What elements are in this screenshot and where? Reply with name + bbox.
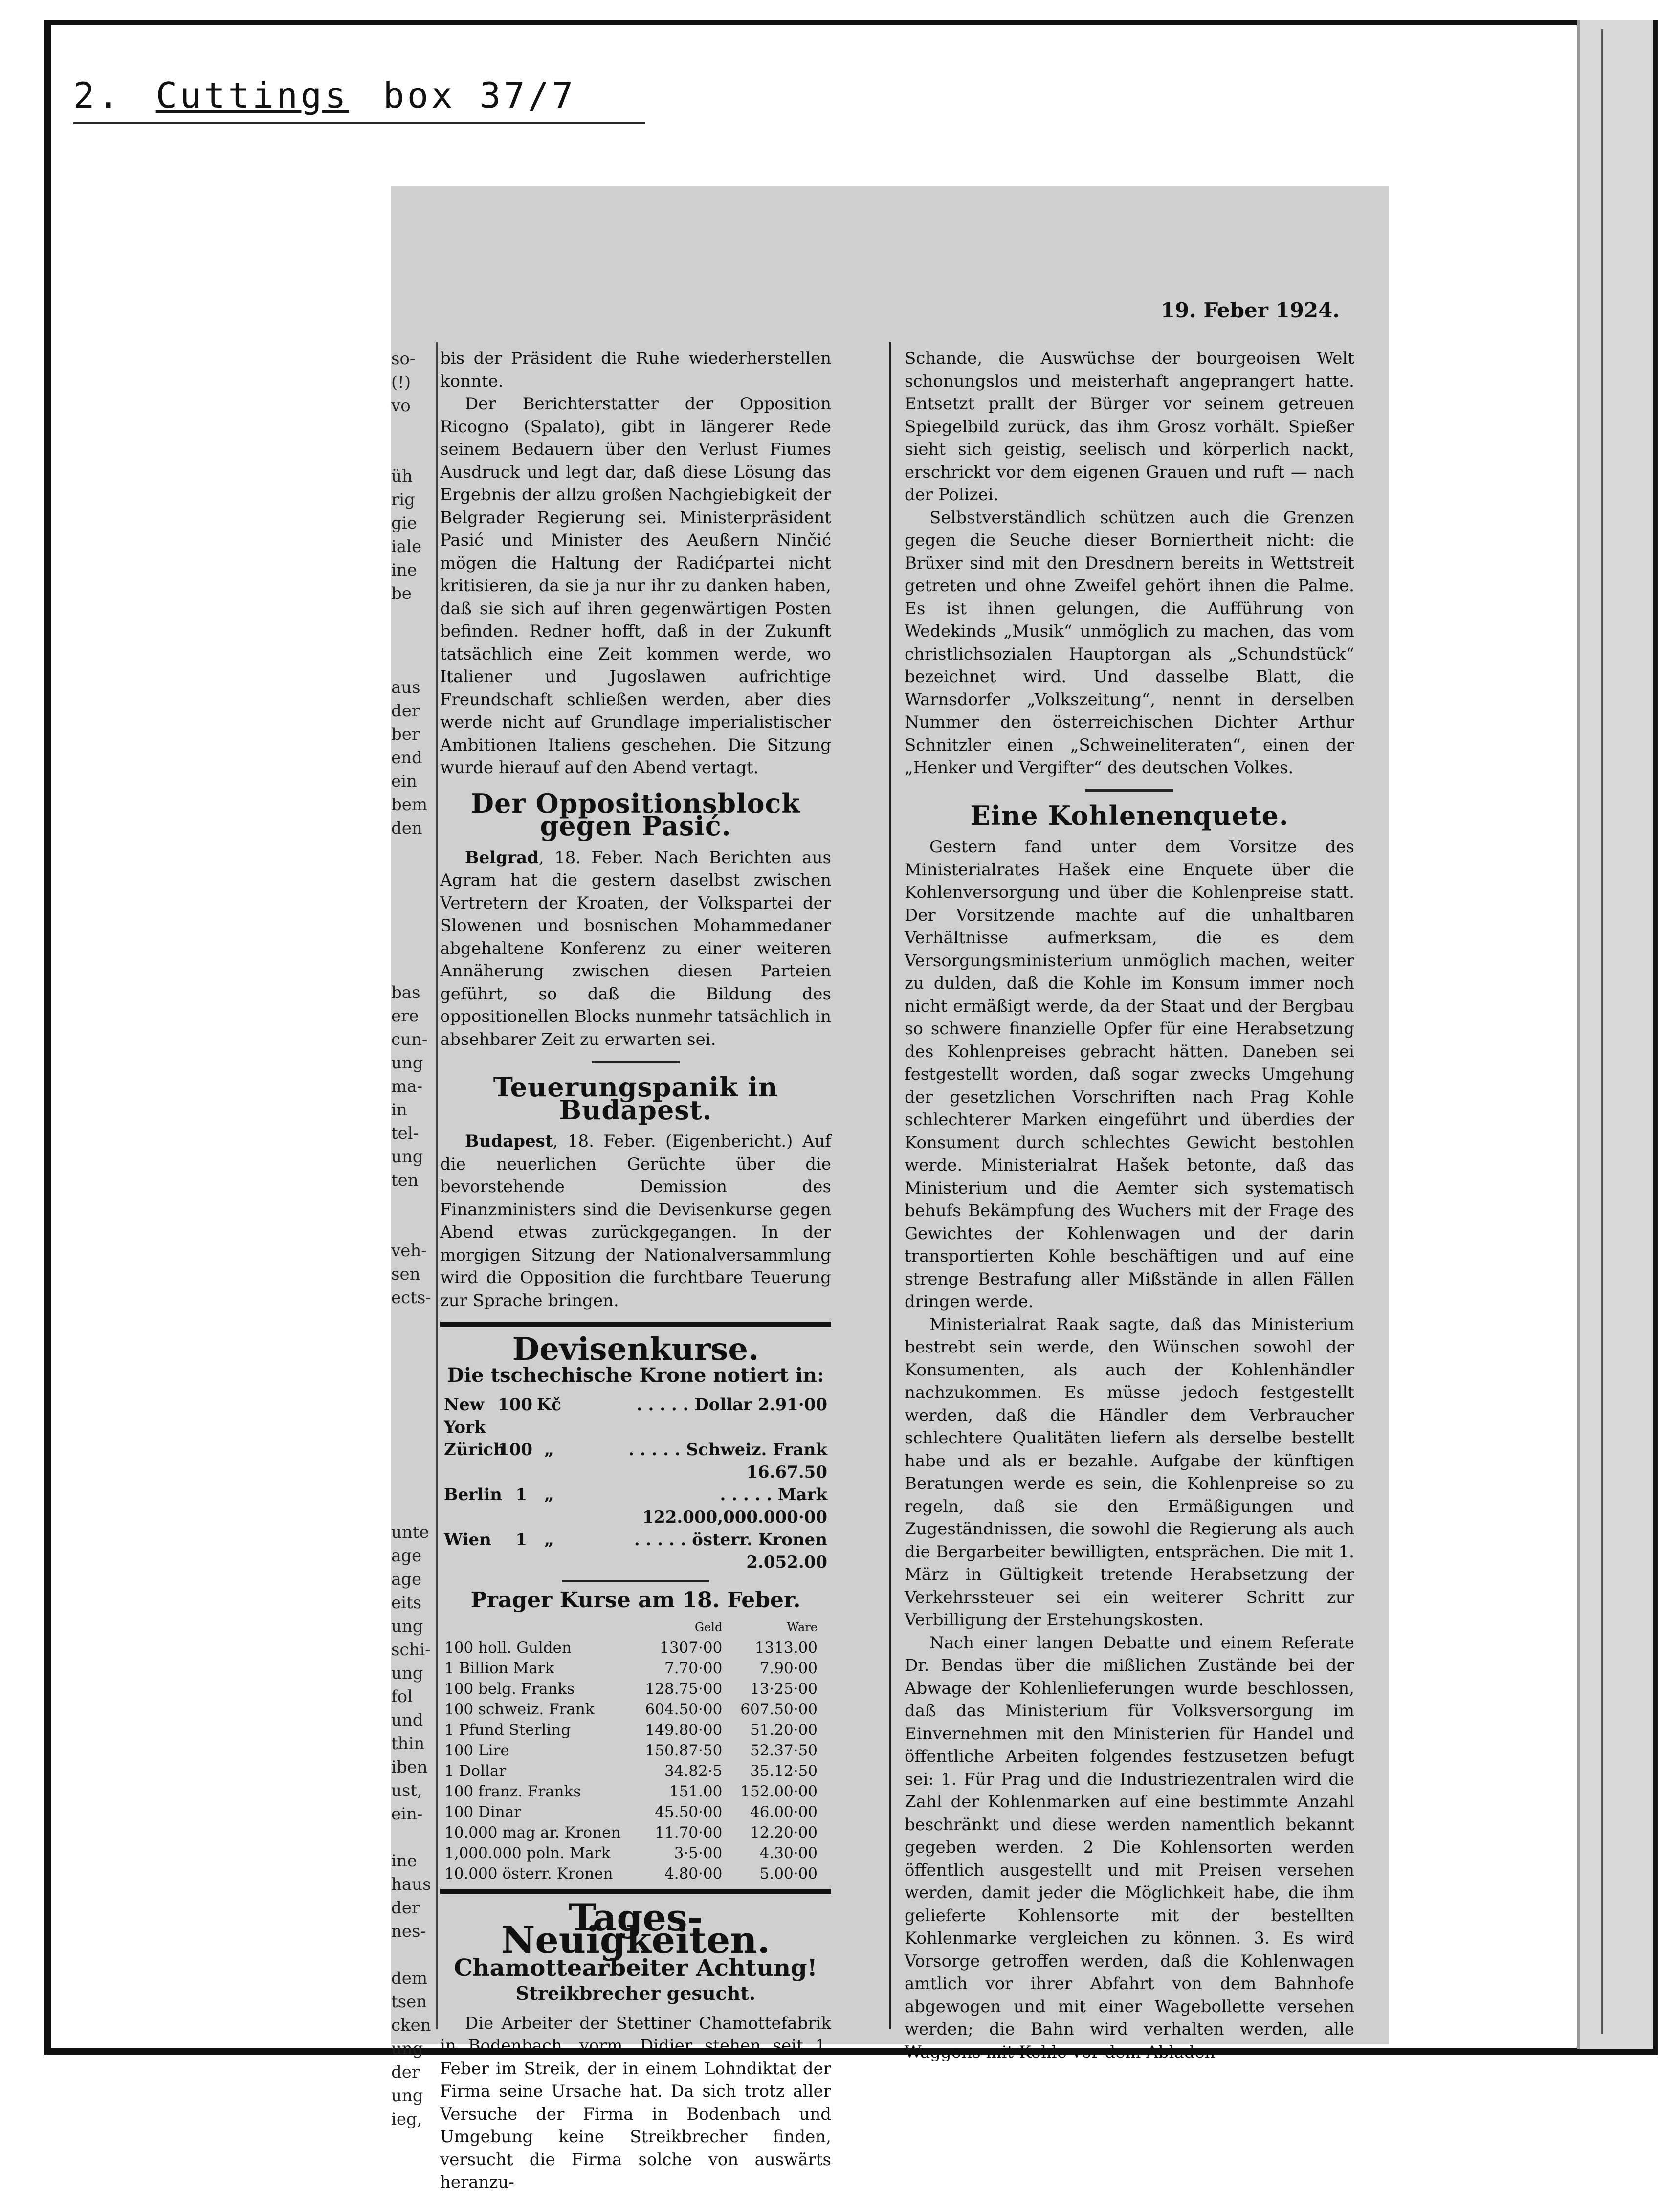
article-text: Nach einer langen Debatte und einem Referate Dr. Bendas über die mißlichen Zustände bei der Abwage der Kohlenlieferungen wurde beschlossen, daß das Ministerium für Volksversorgung im Einvernehmen mit den Ministerien für Handel und öffentliche Arbeiten folgendes festzusetzen befugt sei: 1. Für Prag und die Industriezentralen wird die Zahl der Kohlenmarken auf eine bestimmte Anzahl beschränkt und diese werden namentlich bekannt gegeben werden. 2 Die Kohlensorten werden öffentlich ausgestellt und mit Preisen versehen werden, damit jeder die Möglichkeit habe, die ihm gelieferte Kohlensorte mit der bestellten Kohlenmarke vergleichen zu können. 3. Es wird Vorsorge getroffen werden, daß die Kohlenwagen amtlich vor ihrer Abfahrt von dem Bahnhofe abgewogen und mit einer Wagebollette versehen werden; die Bahn wird verhalten werden, alle Waggons mit Kohle vor dem Abladen <box>905 1633 1354 2062</box>
strip-fragment: thin <box>391 1734 425 1753</box>
prager-name: 1 Billion Mark <box>444 1659 554 1677</box>
devisen-row <box>444 1484 827 1529</box>
strip-fragment <box>391 1356 435 1380</box>
strip-fragment: so- <box>391 349 416 369</box>
devisen-currency: österr. Kronen <box>692 1530 827 1550</box>
strip-fragment <box>391 1333 435 1356</box>
prager-geld: 150.87·50 <box>645 1741 723 1759</box>
article-subheadline: Streikbrecher gesucht. <box>515 1982 756 2004</box>
strip-fragment: vo <box>391 396 411 416</box>
strip-fragment <box>391 652 435 676</box>
dateline-place: Belgrad <box>465 847 539 867</box>
prager-ware: 7.90·00 <box>759 1659 818 1677</box>
devisen-amount-value: 2.052.00 <box>746 1552 827 1572</box>
article-text: Gestern fand unter dem Vorsitze des Ministerialrates Hašek eine Enquete über die Kohlenversorgung und über die Kohlenpreise statt. Der Vorsitzende machte auf die unhaltbaren Verhältnisse aufmerksam, die es dem Versorgungsministerium unmöglich machen, weiter zu dulden, daß die Kohle im Konsum immer noch nicht ermäßigt werde, da der Staat und der Bergbau so schwere finanzielle Opfer für eine Herabsetzung des Kohlenpreises gebracht hätten. Daneben sei festgestellt worden, daß sogar zwecks Umgehung der gesetzlichen Vorschriften nach Prag Kohle schlechterer Marken eingeführt und überdies der Konsument durch schlechtes Gewicht bestohlen werde. Ministerialrat Hašek betonte, daß das Ministerium und die Aemter sich systematisch behufs Bekämpfung des Wuchers mit der Frage des Gewichtes der Kohlenwagen und der darin transportierten Kohle beschäftigen und auf eine strenge Bestrafung aller Mißstände in allen Fällen dringen werde. <box>905 837 1354 1311</box>
article-text <box>440 1130 831 1312</box>
prager-geld: 45.50·00 <box>655 1803 723 1821</box>
strip-fragment: ere <box>391 1006 419 1026</box>
strip-fragment: tel- <box>391 1124 419 1143</box>
article-headline: Teuerungspanik in Budapest. <box>493 1071 778 1126</box>
prager-row <box>444 1658 827 1679</box>
strip-fragment: ung <box>391 1053 423 1073</box>
strip-fragment: cken <box>391 2016 431 2035</box>
newspaper-clipping <box>391 186 1389 2192</box>
strip-fragment: aus <box>391 678 420 697</box>
prager-ware: 4.30·00 <box>759 1844 818 1862</box>
strip-fragment <box>391 1450 435 1474</box>
strip-fragment: be <box>391 584 412 603</box>
devisen-city: New York <box>444 1395 486 1437</box>
prager-row <box>444 1740 827 1761</box>
prager-col-geld: Geld <box>694 1620 723 1634</box>
prager-geld: 11.70·00 <box>655 1823 723 1841</box>
prager-row <box>444 1781 827 1802</box>
prager-name: 100 belg. Franks <box>444 1680 575 1698</box>
strip-fragment <box>391 887 435 910</box>
dateline-place: Budapest <box>465 1131 553 1151</box>
strip-fragment: ung <box>391 2086 423 2105</box>
prager-col-ware: Ware <box>787 1620 818 1634</box>
devisen-title: Devisenkurse. <box>512 1331 759 1368</box>
prager-geld: 604.50·00 <box>645 1700 723 1718</box>
strip-fragment: rig <box>391 490 415 510</box>
strip-fragment: unte <box>391 1523 429 1542</box>
prager-name: 100 franz. Franks <box>444 1782 581 1800</box>
strip-fragment <box>391 1309 435 1333</box>
prager-row <box>444 1822 827 1843</box>
strip-fragment: age <box>391 1570 422 1589</box>
column-rule-left <box>436 342 438 2029</box>
prager-name: 10.000 mag ar. Kronen <box>444 1823 621 1841</box>
strip-fragment: schi- <box>391 1640 431 1660</box>
strip-fragment: ung <box>391 2039 423 2059</box>
strip-fragment: ine <box>391 1851 417 1871</box>
strip-fragment: ein <box>391 772 417 791</box>
strip-fragment: age <box>391 1546 422 1566</box>
prager-name: 1 Dollar <box>444 1762 507 1780</box>
header-title: Cuttings <box>155 75 349 116</box>
article-text <box>440 846 831 1051</box>
strip-fragment: iale <box>391 537 422 556</box>
clipping-date: 19. Feber 1924. <box>1160 298 1340 322</box>
devisen-amount-value: 2.91·00 <box>758 1395 827 1415</box>
strip-fragment <box>391 1380 435 1403</box>
strip-fragment: in <box>391 1100 407 1120</box>
strip-fragment: ieg, <box>391 2109 422 2129</box>
devisen-amount: 100 <box>498 1440 532 1460</box>
strip-fragment <box>391 934 435 957</box>
prager-ware: 35.12·50 <box>750 1762 818 1780</box>
strip-fragment: ects- <box>391 1288 431 1308</box>
strip-fragment <box>391 629 435 652</box>
devisen-subtitle: Die tschechische Krone notiert in: <box>447 1363 824 1387</box>
devisen-value: . . . . . österr. Kronen 2.052.00 <box>634 1530 827 1572</box>
strip-fragment <box>391 1474 435 1497</box>
article-headline: Der Oppositionsblock gegen Pasić. <box>471 787 800 842</box>
strip-fragment: bas <box>391 983 420 1002</box>
prager-ware: 152.00·00 <box>740 1782 818 1800</box>
devisen-value: . . . . . Mark 122.000,000.000·00 <box>642 1485 827 1527</box>
prager-ware: 5.00·00 <box>759 1864 818 1883</box>
devisen-unit: „ <box>544 1485 554 1505</box>
devisen-unit: Kč <box>536 1395 562 1415</box>
strip-fragment: haus <box>391 1875 431 1894</box>
strip-fragment <box>391 605 435 629</box>
strip-fragment: tsen <box>391 1992 427 2012</box>
article-text: Schande, die Auswüchse der bourgeoisen Welt schonungslos und meisterhaft angeprangert hatte. Entsetzt prallt der Bürger vor seinem getreuen Spiegelbild zurück, das ihm Grosz vorhält. Spießer sieht sich geistig, seelisch und körperlich nackt, erschrickt vor dem eigenen Grauen und ruft — nach der Polizei. <box>905 349 1354 505</box>
prager-ware: 46.00·00 <box>750 1803 818 1821</box>
article-text: Die Arbeiter der Stettiner Chamottefabrik in Bodenbach, vorm. Didier stehen seit 1. Feber im Streik, der in einem Lohndiktat der Firma seine Ursache hat. Da sich trotz aller Versuche der Firma in Bodenbach und Umgebung keine Streikbrecher finden, versucht die Firma solche von auswärts heranzu- <box>440 2013 831 2192</box>
prager-ware: 52.37·50 <box>750 1741 818 1759</box>
cut-column-strip <box>391 347 435 2129</box>
devisen-amount-value: 16.67.50 <box>746 1463 827 1482</box>
divider <box>1085 789 1173 792</box>
devisen-box <box>440 1322 831 1894</box>
devisen-city: Zürich <box>444 1440 506 1460</box>
prager-geld: 34.82·5 <box>664 1762 723 1780</box>
divider <box>562 1580 709 1582</box>
devisen-unit: „ <box>544 1530 554 1550</box>
devisen-amount: 100 <box>498 1395 532 1415</box>
strip-fragment: der <box>391 701 420 721</box>
prager-geld: 149.80·00 <box>645 1721 723 1739</box>
strip-fragment <box>391 1403 435 1427</box>
scan-frame-bottom <box>44 2048 1658 2055</box>
prager-name: 100 holl. Gulden <box>444 1639 572 1657</box>
prager-geld: 4.80·00 <box>664 1864 723 1883</box>
header-box: box 37/7 <box>383 75 576 116</box>
header-number: 2. <box>73 75 122 116</box>
strip-fragment <box>391 441 435 465</box>
strip-fragment <box>391 957 435 981</box>
article-text: bis der Präsident die Ruhe wiederherstellen konnte. <box>440 349 831 391</box>
prager-ware: 51.20·00 <box>750 1721 818 1739</box>
devisen-currency: Mark <box>777 1485 827 1505</box>
strip-fragment: ung <box>391 1147 423 1167</box>
strip-fragment: nes- <box>391 1922 426 1941</box>
scan-frame-left <box>44 20 51 2054</box>
strip-fragment <box>391 1427 435 1450</box>
prager-row <box>444 1863 827 1884</box>
strip-fragment: üh <box>391 466 413 486</box>
devisen-value: . . . . . Schweiz. Frank 16.67.50 <box>628 1440 827 1482</box>
devisen-currency: Dollar <box>694 1395 752 1415</box>
strip-fragment: eits <box>391 1593 422 1613</box>
section-title: Tages-Neuigkeiten. <box>501 1895 771 1962</box>
strip-fragment: den <box>391 819 422 838</box>
strip-fragment: ten <box>391 1171 419 1190</box>
page-edge-line <box>1601 29 1603 2034</box>
prager-row <box>444 1699 827 1720</box>
prager-geld: 3·5·00 <box>674 1844 723 1862</box>
scan-frame-top <box>44 20 1658 25</box>
strip-fragment: (!) <box>391 373 411 392</box>
column-2 <box>905 347 1354 2063</box>
column-1 <box>440 347 831 2194</box>
strip-fragment <box>391 1192 435 1216</box>
prager-row <box>444 1802 827 1822</box>
devisen-unit: „ <box>544 1440 554 1460</box>
prager-name: 10.000 österr. Kronen <box>444 1864 613 1883</box>
devisen-amount: 1 <box>515 1530 527 1550</box>
prager-name: 1 Pfund Sterling <box>444 1721 571 1739</box>
strip-fragment: veh- <box>391 1241 427 1261</box>
strip-fragment: ma- <box>391 1077 422 1096</box>
page-edge-strip <box>1577 20 1653 2049</box>
devisen-city: Wien <box>444 1530 491 1550</box>
devisen-row <box>444 1529 827 1573</box>
strip-fragment: fol <box>391 1687 413 1706</box>
strip-fragment: end <box>391 748 422 768</box>
strip-fragment: ust, <box>391 1781 422 1800</box>
prager-row <box>444 1679 827 1699</box>
article-body: , 18. Feber. Nach Berichten aus Agram hat die gestern daselbst zwischen Vertretern der Kroaten, der Volkspartei der Slowenen und bosnischen Mohammedaner abgehaltene Konferenz zu einer weiteren Annäherung zwischen diesen Parteien geführt, so daß die Bildung des oppositionellen Blocks nunmehr tatsächlich in absehbarer Zeit zu erwarten sei. <box>440 847 831 1049</box>
strip-fragment: ung <box>391 1617 423 1636</box>
column-rule-middle <box>889 342 891 2029</box>
article-text: Ministerialrat Raak sagte, daß das Ministerium bestrebt sein werde, den Wünschen sowohl der Konsumenten, als auch der Kohlenhändler nachzukommen. Es müsse jedoch festgestellt werden, daß die Händler dem Verbraucher schlechtere Qualitäten liefern als derselbe bestellt habe und als er bezahle. Aufgabe der künftigen Beratungen werde es sein, die Kohlenpreise so zu regeln, daß sie den Ermäßigungen und Zugeständnissen, die sowohl die Regierung als auch die Bergarbeiter bewilligten, entsprächen. Die mit 1. März in Gültigkeit tretende Herabsetzung der Verkehrssteuer sei ein weiterer Schritt zur Verbilligung der Erstehungskosten. <box>905 1314 1354 1630</box>
strip-fragment <box>391 910 435 934</box>
prager-title: Prager Kurse am 18. Feber. <box>470 1588 801 1613</box>
devisen-city: Berlin <box>444 1485 502 1505</box>
strip-fragment: cun- <box>391 1030 428 1049</box>
devisen-row <box>444 1394 827 1439</box>
strip-fragment <box>391 864 435 887</box>
prager-row <box>444 1843 827 1863</box>
prager-name: 100 Lire <box>444 1741 509 1759</box>
article-text: Der Berichterstatter der Opposition Ricogno (Spalato), gibt in längerer Rede seinem Bedauern über den Verlust Fiumes Ausdruck und legt dar, daß diese Lösung das Ergebnis der allzu großen Nachgiebigkeit der Belgrader Regierung sei. Ministerpräsident Pasić und Minister des Aeußern Ninčić mögen die Haltung der Radićpartei nicht kritisieren, da sie ja nur ihr zu danken haben, daß sie sich auf ihren gegenwärtigen Posten befinden. Redner hofft, daß in der Zukunft tatsächlich eine Zeit kommen werde, wo Italiener und Jugoslawen aufrichtige Freundschaft schließen werden, aber dies werde nicht auf Grundlage imperialistischer Ambitionen Italiens geschehen. Die Sitzung wurde hierauf auf den Abend vertagt. <box>440 394 831 777</box>
devisen-row <box>444 1439 827 1484</box>
strip-fragment: der <box>391 2062 420 2082</box>
strip-fragment: sen <box>391 1264 420 1284</box>
prager-name: 100 Dinar <box>444 1803 522 1821</box>
strip-fragment <box>391 1216 435 1239</box>
article-headline: Eine Kohlenenquete. <box>970 799 1289 831</box>
strip-fragment: ine <box>391 560 417 580</box>
archive-header <box>73 68 645 124</box>
prager-name: 1,000.000 poln. Mark <box>444 1844 611 1862</box>
prager-ware: 13·25·00 <box>750 1680 818 1698</box>
prager-row <box>444 1720 827 1740</box>
strip-fragment <box>391 1497 435 1521</box>
strip-fragment <box>391 1826 435 1849</box>
article-headline: Chamottearbeiter Achtung! <box>454 1954 818 1982</box>
prager-name: 100 schweiz. Frank <box>444 1700 595 1718</box>
prager-geld: 151.00 <box>669 1782 723 1800</box>
strip-fragment: der <box>391 1898 420 1918</box>
strip-fragment: iben <box>391 1757 428 1777</box>
article-text: Selbstverständlich schützen auch die Grenzen gegen die Seuche dieser Borniertheit nicht: die Brüxer sind mit den Dresdnern bereits in Wettstreit getreten und ohne Zweifel gehört ihnen die Palme. Es ist ihnen gelungen, die Aufführung von Wedekinds „Musik“ unmöglich zu machen, das vom christlichsozialen Hauptorgan als „Schundstück“ bezeichnet wird. Und dasselbe Blatt, die Warnsdorfer „Volkszeitung“, nennt in derselben Nummer den österreichischen Dichter Arthur Schnitzler einen „Schweineliteraten“, einen der „Henker und Vergifter“ des deutschen Volkes. <box>905 508 1354 777</box>
article-body: , 18. Feber. (Eigenbericht.) Auf die neuerlichen Gerüchte über die bevorstehende Demission des Finanzministers sind die Devisenkurse gegen Abend etwas zurückgegangen. In der morgigen Sitzung der Nationalversammlung wird die Opposition die furchtbare Teuerung zur Sprache bringen. <box>440 1131 831 1310</box>
strip-fragment: ein- <box>391 1804 423 1824</box>
strip-fragment: dem <box>391 1969 428 1988</box>
strip-fragment: und <box>391 1710 423 1730</box>
prager-ware: 1313.00 <box>754 1639 818 1657</box>
devisen-table <box>444 1394 827 1573</box>
strip-fragment <box>391 1943 435 1967</box>
prager-row <box>444 1761 827 1781</box>
devisen-currency: Schweiz. Frank <box>686 1440 827 1460</box>
devisen-value: . . . . . Dollar 2.91·00 <box>636 1395 827 1415</box>
strip-fragment <box>391 840 435 864</box>
devisen-amount-value: 122.000,000.000·00 <box>642 1507 827 1527</box>
prager-geld: 1307·00 <box>660 1639 723 1657</box>
strip-fragment: ung <box>391 1663 423 1683</box>
devisen-amount: 1 <box>515 1485 527 1505</box>
prager-geld: 128.75·00 <box>645 1680 723 1698</box>
prager-ware: 607.50·00 <box>740 1700 818 1718</box>
prager-ware: 12.20·00 <box>750 1823 818 1841</box>
prager-col-name <box>444 1617 637 1638</box>
strip-fragment: gie <box>391 513 417 533</box>
strip-fragment: ber <box>391 725 420 744</box>
prager-table <box>444 1617 827 1884</box>
strip-fragment <box>391 418 435 441</box>
divider <box>592 1061 680 1063</box>
prager-row <box>444 1638 827 1658</box>
prager-geld: 7.70·00 <box>664 1659 723 1677</box>
strip-fragment: bem <box>391 795 428 815</box>
